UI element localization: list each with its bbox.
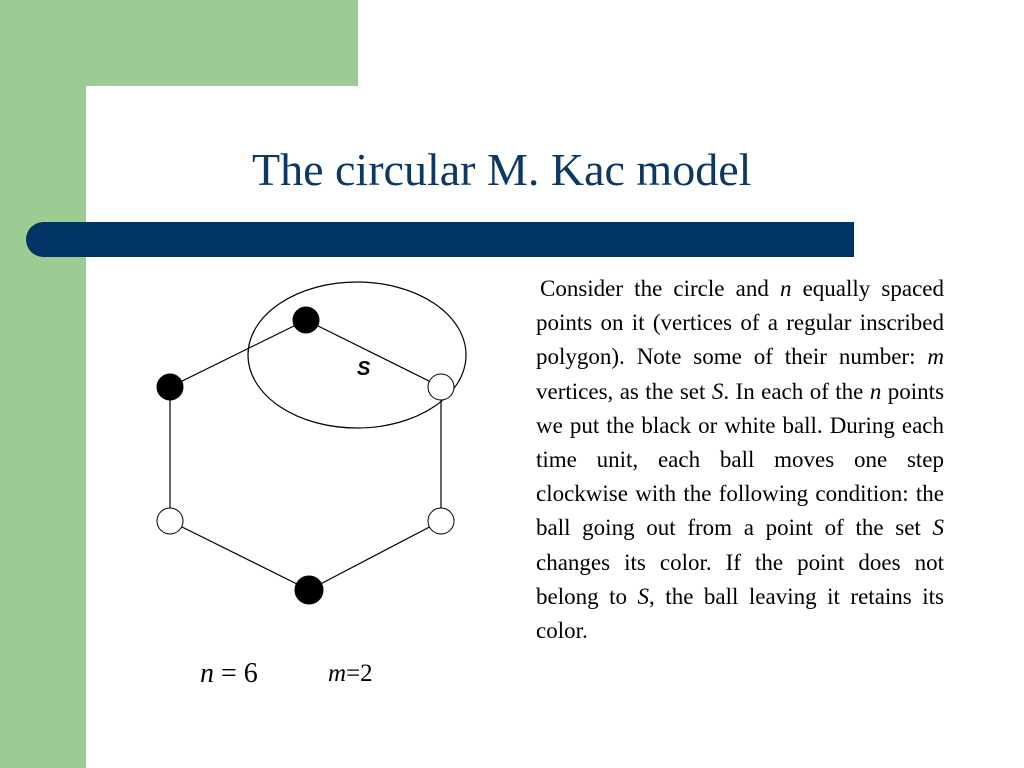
var-s-2: S (932, 515, 944, 541)
node-bottom (295, 576, 323, 604)
hexagon-edges (170, 320, 441, 590)
var-n-2: n (869, 378, 882, 404)
var-s-3: S (637, 583, 650, 609)
set-s-label: S (357, 358, 371, 380)
var-m: m (927, 344, 944, 370)
kac-model-diagram (140, 270, 480, 610)
slide-title: The circular M. Kac model (252, 144, 752, 195)
edge-lowerright-bottom (309, 521, 441, 590)
body-paragraph (536, 272, 944, 648)
node-top (293, 307, 319, 333)
green-background-left (0, 0, 86, 768)
node-lower-left (157, 508, 183, 534)
edge-lowerleft-bottom (170, 521, 309, 590)
edge-top-upperright (306, 320, 441, 387)
body-text-1: Consider the circle and (540, 276, 780, 301)
node-upper-left (157, 374, 183, 400)
edge-top-upperleft (170, 320, 306, 387)
body-text-2: equally spaced points on it (vertices of a regular inscribed polygon). Note some of their number: (536, 276, 944, 370)
body-text-3: vertices, as the set (536, 378, 712, 404)
body-text-4: . In each of the (723, 378, 870, 404)
formula-m-eq: = (346, 660, 361, 687)
formula-m-value: 2 (360, 660, 373, 687)
title-underline-bar (26, 222, 854, 257)
var-n-1: n (779, 276, 792, 301)
node-upper-right (428, 374, 454, 400)
body-text-7: , the ball leaving it retains its color. (536, 583, 944, 644)
var-s-1: S (711, 378, 724, 404)
body-text-5: points we put the black or white ball. During each time unit, each ball moves one step clockwise with the following condition: the ball going out from a point of the set (536, 378, 945, 541)
formula-m-var: m (328, 660, 347, 687)
formula-n-eq: = (221, 658, 237, 689)
node-lower-right (428, 508, 454, 534)
body-text-6: changes its color. If the point does not belong to (536, 549, 944, 609)
formula-n (200, 658, 258, 690)
formula-n-var: n (200, 658, 214, 689)
formula-m (328, 660, 373, 688)
formula-n-value: 6 (243, 658, 258, 689)
set-s-circle (248, 282, 466, 428)
